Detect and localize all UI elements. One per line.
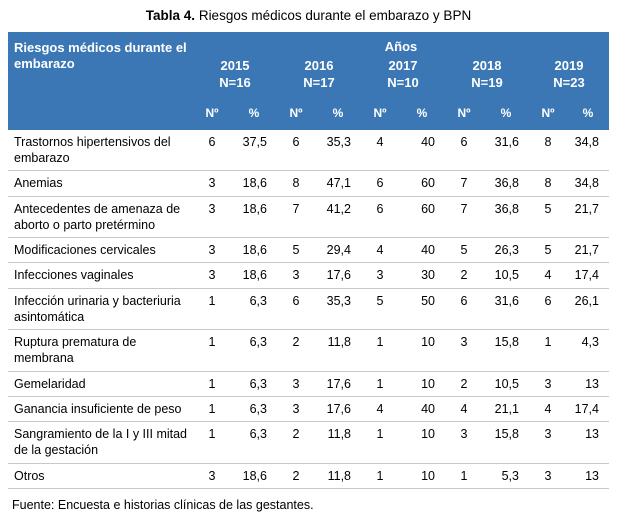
row-label: Infecciones vaginales [8, 263, 193, 288]
row-label: Gemelaridad [8, 371, 193, 396]
table-row [8, 171, 609, 196]
cell-2016-pct: 35,3 [315, 288, 361, 330]
row-label: Sangramiento de la I y III mitad de la gestación [8, 422, 193, 464]
row-label: Ganancia insuficiente de peso [8, 396, 193, 421]
header-year-2017 [361, 56, 445, 96]
table-head [8, 32, 609, 130]
cell-2019-pct: 26,1 [567, 288, 609, 330]
cell-2018-n: 2 [445, 263, 483, 288]
header-year-2015-n: N=16 [219, 74, 251, 90]
cell-2018-pct: 15,8 [483, 422, 529, 464]
cell-2015-n: 3 [193, 238, 231, 263]
header-year-2016 [277, 56, 361, 96]
subheader-2017-pct: % [399, 96, 445, 130]
cell-2019-n: 3 [529, 463, 567, 488]
cell-2016-n: 3 [277, 263, 315, 288]
cell-2019-n: 3 [529, 422, 567, 464]
subheader-2019-pct: % [567, 96, 609, 130]
cell-2019-n: 5 [529, 238, 567, 263]
header-year-2018-value: 2018 [472, 58, 502, 73]
cell-2017-pct: 60 [399, 171, 445, 196]
table-caption-text: Riesgos médicos durante el embarazo y BPN [195, 8, 472, 23]
cell-2017-n: 1 [361, 422, 399, 464]
row-label: Trastornos hipertensivos del embarazo [8, 130, 193, 171]
cell-2015-pct: 6,3 [231, 396, 277, 421]
cell-2018-pct: 21,1 [483, 396, 529, 421]
cell-2019-n: 3 [529, 371, 567, 396]
row-label: Ruptura prematura de membrana [8, 330, 193, 372]
table-row [8, 330, 609, 372]
cell-2016-n: 6 [277, 288, 315, 330]
cell-2019-n: 8 [529, 130, 567, 171]
cell-2019-pct: 4,3 [567, 330, 609, 372]
subheader-2016-pct: % [315, 96, 361, 130]
cell-2019-pct: 21,7 [567, 238, 609, 263]
cell-2016-n: 7 [277, 196, 315, 238]
subheader-2018-pct: % [483, 96, 529, 130]
cell-2015-n: 6 [193, 130, 231, 171]
subheader-2015-n: Nº [193, 96, 231, 130]
header-row-years [8, 32, 609, 56]
cell-2016-pct: 17,6 [315, 396, 361, 421]
cell-2019-n: 8 [529, 171, 567, 196]
cell-2017-pct: 40 [399, 396, 445, 421]
cell-2019-pct: 21,7 [567, 196, 609, 238]
cell-2019-pct: 13 [567, 463, 609, 488]
cell-2017-n: 6 [361, 171, 399, 196]
cell-2015-n: 1 [193, 371, 231, 396]
cell-2018-n: 6 [445, 130, 483, 171]
cell-2018-pct: 31,6 [483, 288, 529, 330]
cell-2018-n: 1 [445, 463, 483, 488]
cell-2017-pct: 40 [399, 130, 445, 171]
cell-2015-pct: 6,3 [231, 330, 277, 372]
cell-2018-n: 4 [445, 396, 483, 421]
header-year-2019-value: 2019 [554, 58, 584, 73]
row-label: Infección urinaria y bacteriuria asintomática [8, 288, 193, 330]
cell-2019-pct: 34,8 [567, 130, 609, 171]
subheader-2015-pct: % [231, 96, 277, 130]
cell-2016-n: 3 [277, 396, 315, 421]
cell-2018-pct: 26,3 [483, 238, 529, 263]
cell-2016-pct: 11,8 [315, 463, 361, 488]
table-source-note: Fuente: Encuesta e historias clínicas de las gestantes. [12, 497, 314, 512]
cell-2015-n: 1 [193, 330, 231, 372]
table-row [8, 238, 609, 263]
table-row [8, 463, 609, 488]
header-year-2019-n: N=23 [553, 74, 585, 90]
cell-2018-n: 3 [445, 330, 483, 372]
cell-2015-n: 1 [193, 396, 231, 421]
table-row [8, 288, 609, 330]
cell-2017-n: 4 [361, 130, 399, 171]
cell-2019-n: 6 [529, 288, 567, 330]
table-caption [8, 0, 609, 32]
medical-risks-table [8, 32, 609, 489]
cell-2016-n: 2 [277, 330, 315, 372]
cell-2017-pct: 50 [399, 288, 445, 330]
row-label: Modificaciones cervicales [8, 238, 193, 263]
cell-2018-n: 2 [445, 371, 483, 396]
table-row [8, 130, 609, 171]
cell-2017-n: 6 [361, 196, 399, 238]
row-label: Antecedentes de amenaza de aborto o parto pretérmino [8, 196, 193, 238]
cell-2015-pct: 18,6 [231, 196, 277, 238]
table-row [8, 196, 609, 238]
cell-2018-n: 7 [445, 196, 483, 238]
cell-2015-n: 1 [193, 422, 231, 464]
cell-2018-pct: 10,5 [483, 371, 529, 396]
cell-2016-n: 3 [277, 371, 315, 396]
cell-2017-n: 1 [361, 371, 399, 396]
cell-2019-pct: 17,4 [567, 263, 609, 288]
cell-2019-n: 1 [529, 330, 567, 372]
cell-2016-pct: 11,8 [315, 330, 361, 372]
cell-2017-pct: 10 [399, 330, 445, 372]
cell-2015-n: 3 [193, 171, 231, 196]
subheader-2019-n: Nº [529, 96, 567, 130]
cell-2016-pct: 35,3 [315, 130, 361, 171]
cell-2017-pct: 30 [399, 263, 445, 288]
header-year-2019 [529, 56, 609, 96]
row-label: Anemias [8, 171, 193, 196]
cell-2015-pct: 6,3 [231, 288, 277, 330]
cell-2017-pct: 10 [399, 463, 445, 488]
header-row-title: Riesgos médicos durante el embarazo [8, 32, 193, 130]
cell-2015-n: 3 [193, 196, 231, 238]
cell-2017-n: 5 [361, 288, 399, 330]
cell-2016-pct: 11,8 [315, 422, 361, 464]
cell-2017-pct: 40 [399, 238, 445, 263]
cell-2018-pct: 10,5 [483, 263, 529, 288]
cell-2017-pct: 60 [399, 196, 445, 238]
subheader-2018-n: Nº [445, 96, 483, 130]
cell-2019-n: 4 [529, 263, 567, 288]
cell-2015-pct: 18,6 [231, 263, 277, 288]
cell-2019-pct: 17,4 [567, 396, 609, 421]
cell-2015-pct: 18,6 [231, 171, 277, 196]
cell-2016-pct: 41,2 [315, 196, 361, 238]
cell-2018-pct: 15,8 [483, 330, 529, 372]
table-row [8, 396, 609, 421]
cell-2016-n: 2 [277, 422, 315, 464]
cell-2015-n: 3 [193, 263, 231, 288]
cell-2017-n: 4 [361, 238, 399, 263]
cell-2016-pct: 29,4 [315, 238, 361, 263]
table-caption-label: Tabla 4. [145, 8, 196, 23]
cell-2018-pct: 36,8 [483, 196, 529, 238]
cell-2015-pct: 6,3 [231, 422, 277, 464]
cell-2018-n: 3 [445, 422, 483, 464]
cell-2015-n: 3 [193, 463, 231, 488]
cell-2016-pct: 47,1 [315, 171, 361, 196]
cell-2018-n: 6 [445, 288, 483, 330]
cell-2018-n: 7 [445, 171, 483, 196]
cell-2016-n: 6 [277, 130, 315, 171]
table-row [8, 371, 609, 396]
header-year-2016-n: N=17 [303, 74, 335, 90]
cell-2017-pct: 10 [399, 422, 445, 464]
cell-2017-pct: 10 [399, 371, 445, 396]
cell-2019-n: 5 [529, 196, 567, 238]
header-year-2016-value: 2016 [304, 58, 334, 73]
row-label: Otros [8, 463, 193, 488]
cell-2017-n: 1 [361, 330, 399, 372]
subheader-2016-n: Nº [277, 96, 315, 130]
cell-2016-pct: 17,6 [315, 263, 361, 288]
cell-2018-n: 5 [445, 238, 483, 263]
header-year-2018-n: N=19 [471, 74, 503, 90]
subheader-2017-n: Nº [361, 96, 399, 130]
header-year-2017-value: 2017 [388, 58, 418, 73]
header-year-2018 [445, 56, 529, 96]
cell-2015-n: 1 [193, 288, 231, 330]
cell-2019-pct: 34,8 [567, 171, 609, 196]
cell-2016-n: 2 [277, 463, 315, 488]
cell-2015-pct: 37,5 [231, 130, 277, 171]
header-year-2017-n: N=10 [387, 74, 419, 90]
header-year-2015-value: 2015 [220, 58, 250, 73]
cell-2019-pct: 13 [567, 422, 609, 464]
cell-2018-pct: 36,8 [483, 171, 529, 196]
cell-2015-pct: 18,6 [231, 463, 277, 488]
table-body [8, 130, 609, 489]
header-year-2015 [193, 56, 277, 96]
table-row [8, 263, 609, 288]
table-row [8, 422, 609, 464]
cell-2018-pct: 31,6 [483, 130, 529, 171]
cell-2015-pct: 18,6 [231, 238, 277, 263]
cell-2017-n: 3 [361, 263, 399, 288]
cell-2017-n: 1 [361, 463, 399, 488]
cell-2019-pct: 13 [567, 371, 609, 396]
cell-2017-n: 4 [361, 396, 399, 421]
cell-2016-pct: 17,6 [315, 371, 361, 396]
cell-2018-pct: 5,3 [483, 463, 529, 488]
cell-2015-pct: 6,3 [231, 371, 277, 396]
cell-2016-n: 8 [277, 171, 315, 196]
cell-2019-n: 4 [529, 396, 567, 421]
header-group-anios: Años [193, 32, 609, 56]
cell-2016-n: 5 [277, 238, 315, 263]
